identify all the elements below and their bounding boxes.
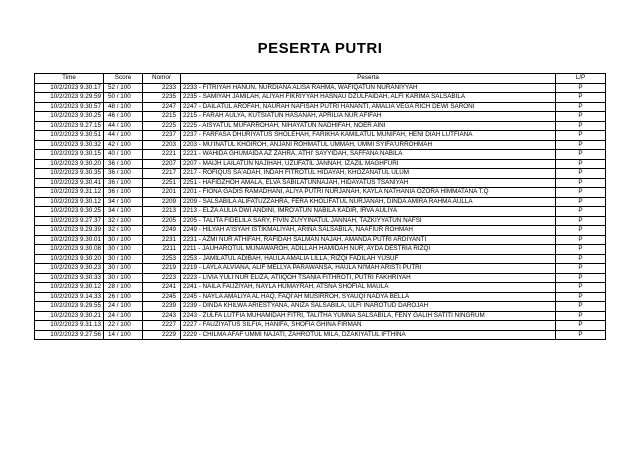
table-cell-lp: P	[556, 330, 606, 340]
table-cell-score: 42 / 100	[104, 140, 143, 150]
table-cell-lp: P	[556, 311, 606, 321]
table-cell-peserta: 2235 - SAMIYAH JAMILAH, ALIYAH FIKRIYYAH HASNAU DZULFAIDAH, ALFI KARIMA SALSABILA	[181, 93, 556, 103]
table-cell-score: 50 / 100	[104, 93, 143, 103]
table-cell-time: 10/2/2023 9.31.13	[35, 321, 104, 331]
table-cell-nomor: 2253	[143, 254, 181, 264]
table-cell-score: 24 / 100	[104, 302, 143, 312]
column-header-lp: L/P	[556, 74, 606, 84]
table-cell-time: 10/2/2023 9.30.57	[35, 102, 104, 112]
table-cell-nomor: 2215	[143, 112, 181, 122]
table-cell-score: 40 / 100	[104, 150, 143, 160]
table-cell-time: 10/2/2023 9.29.39	[35, 226, 104, 236]
table-row	[35, 102, 606, 112]
table-cell-peserta: 2231 - AZMI NUR ATHIFAH, RAFIDAH SALMAN NAJAH, AMANDA PUTRI ARDIYANTI	[181, 235, 556, 245]
table-cell-score: 44 / 100	[104, 131, 143, 141]
table-cell-peserta: 2205 - TALITA FIDELILA SARY, FIVIN ZUYYINATUL JANNAH, TAZKIYYATUN NAFSI	[181, 216, 556, 226]
table-cell-lp: P	[556, 140, 606, 150]
table-cell-time: 10/2/2023 9.30.25	[35, 207, 104, 217]
table-cell-peserta: 2225 - AISYATUL MUFARROHAH, NIHAYATUN NADHIFAH, NOER AINI	[181, 121, 556, 131]
table-cell-time: 10/2/2023 9.30.12	[35, 197, 104, 207]
table-cell-nomor: 2209	[143, 197, 181, 207]
table-cell-score: 30 / 100	[104, 245, 143, 255]
table-cell-nomor: 2205	[143, 216, 181, 226]
table-row	[35, 150, 606, 160]
table-row	[35, 245, 606, 255]
participants-table	[34, 73, 606, 340]
table-cell-score: 30 / 100	[104, 254, 143, 264]
table-cell-lp: P	[556, 112, 606, 122]
table-cell-nomor: 2221	[143, 150, 181, 160]
table-cell-lp: P	[556, 188, 606, 198]
table-cell-nomor: 2227	[143, 321, 181, 331]
table-cell-score: 36 / 100	[104, 178, 143, 188]
table-cell-peserta: 2217 - ROFIQUS SA'ADAH, INDAH FITROTUL HIDAYAH, KHOZANATUL ULUM	[181, 169, 556, 179]
table-cell-time: 10/2/2023 9.30.41	[35, 178, 104, 188]
table-cell-lp: P	[556, 121, 606, 131]
table-cell-score: 44 / 100	[104, 121, 143, 131]
table-cell-peserta: 2251 - HAFIDZHOH AMALA, ELVA SABILATUNNAJAH, HIDAYATUS TSANIYAH	[181, 178, 556, 188]
table-cell-peserta: 2203 - MU'INATUL KHOIROH, ANJANI ROHMATUL UMMAH, UMMI SYIFA'URROHMAH	[181, 140, 556, 150]
table-cell-nomor: 2239	[143, 302, 181, 312]
table-cell-nomor: 2233	[143, 83, 181, 93]
table-row	[35, 178, 606, 188]
table-cell-score: 36 / 100	[104, 169, 143, 179]
table-cell-nomor: 2235	[143, 93, 181, 103]
table-cell-time: 10/2/2023 9.30.51	[35, 131, 104, 141]
table-cell-score: 30 / 100	[104, 235, 143, 245]
table-cell-nomor: 2237	[143, 131, 181, 141]
table-cell-score: 32 / 100	[104, 216, 143, 226]
table-cell-time: 10/2/2023 9.30.25	[35, 112, 104, 122]
table-cell-peserta: 2237 - FARFASA DHURIYATUS SHOLEHAH, FARIKHA KAMILATUL MUNIFAH, HENI DIAH LUTFIANA	[181, 131, 556, 141]
table-cell-score: 14 / 100	[104, 330, 143, 340]
table-cell-score: 36 / 100	[104, 188, 143, 198]
table-cell-lp: P	[556, 321, 606, 331]
table-cell-score: 34 / 100	[104, 197, 143, 207]
table-cell-peserta: 2201 - FIONA GADIS RAMADHANI, ALIYA PUTRI NURJANAH, KAYLA NATHANIA OZORA HIMMATANA T.Q	[181, 188, 556, 198]
table-row	[35, 207, 606, 217]
table-cell-peserta: 2243 - ZULFA LUTFIA MUHAMIDAH FITRI, TALITHA YUMNA SALSABILA, FENY GALIH SATITI NINGRUM	[181, 311, 556, 321]
table-cell-peserta: 2207 - MAIJH LAILATUN NAJIHAH, UZUFATIL JANNAH, IZAZIL MAGHFURI	[181, 159, 556, 169]
table-row	[35, 283, 606, 293]
table-cell-lp: P	[556, 216, 606, 226]
table-cell-peserta: 2211 - JAUHAROTUL MUNAWAROH, ADILLAH HAMIDAH NUR, AYDA DESTRIA RIZQI	[181, 245, 556, 255]
table-cell-score: 48 / 100	[104, 102, 143, 112]
table-cell-lp: P	[556, 235, 606, 245]
table-cell-peserta: 2239 - DINDA KHILWA ARIESTYANA, ANIZA SALSABILA, ULFI INAROTUD DAROJAH	[181, 302, 556, 312]
table-cell-score: 28 / 100	[104, 283, 143, 293]
table-cell-time: 10/2/2023 9.27.15	[35, 121, 104, 131]
column-header-peserta: Peserta	[181, 74, 556, 84]
table-cell-nomor: 2217	[143, 169, 181, 179]
table-cell-lp: P	[556, 245, 606, 255]
table-cell-nomor: 2251	[143, 178, 181, 188]
table-cell-peserta: 2241 - NAILA FAUZIYAH, NAYLA HUMAYRAH, ATSNA SHOFIAL MAULA	[181, 283, 556, 293]
page-title: PESERTA PUTRI	[257, 40, 383, 57]
table-cell-peserta: 2213 - ELZA AULIA DWI ANDINI, IMRO'ATUN NABILA KADIR, IRVA AULIYA	[181, 207, 556, 217]
table-cell-time: 10/2/2023 9.30.08	[35, 245, 104, 255]
table-cell-score: 46 / 100	[104, 112, 143, 122]
table-row	[35, 226, 606, 236]
table-row	[35, 121, 606, 131]
table-cell-nomor: 2249	[143, 226, 181, 236]
table-cell-score: 22 / 100	[104, 321, 143, 331]
table-cell-time: 10/2/2023 9.30.33	[35, 273, 104, 283]
table-cell-peserta: 2249 - HILYAH A'ISYAH ISTIKMALIYAH, ARINA SALSABILA, NAAFIUR ROHMAH	[181, 226, 556, 236]
table-cell-time: 10/2/2023 9.29.55	[35, 302, 104, 312]
table-cell-nomor: 2225	[143, 121, 181, 131]
table-cell-time: 10/2/2023 9.30.32	[35, 140, 104, 150]
table-cell-nomor: 2231	[143, 235, 181, 245]
table-row	[35, 112, 606, 122]
table-cell-peserta: 2209 - SALSABILA ALIFATUZZAHRA, FERA KHOLIFATUL NURJANAH, DINDA AMIRA RAHMA AULLA	[181, 197, 556, 207]
table-cell-score: 34 / 100	[104, 207, 143, 217]
table-cell-peserta: 2253 - JAMILATUL ADIBAH, HAULA AMALIA LILLA, RIZQI FADILAH YUSUF	[181, 254, 556, 264]
column-header-nomor: Nomor	[143, 74, 181, 84]
table-cell-lp: P	[556, 292, 606, 302]
table-row	[35, 321, 606, 331]
table-row	[35, 330, 606, 340]
table-row	[35, 83, 606, 93]
table-cell-lp: P	[556, 226, 606, 236]
table-row	[35, 93, 606, 103]
table-cell-score: 26 / 100	[104, 292, 143, 302]
table-cell-lp: P	[556, 207, 606, 217]
table-row	[35, 131, 606, 141]
table-cell-nomor: 2241	[143, 283, 181, 293]
table-cell-peserta: 2247 - DAILATUL AROFAH, NAURAH NAFISAH PUTRI HANANTI, AMALIA VEGA RICH DEWI SARONI	[181, 102, 556, 112]
table-cell-time: 10/2/2023 9.30.23	[35, 264, 104, 274]
table-cell-lp: P	[556, 302, 606, 312]
table-cell-nomor: 2207	[143, 159, 181, 169]
table-cell-nomor: 2203	[143, 140, 181, 150]
table-row	[35, 254, 606, 264]
table-cell-peserta: 2233 - FITRIYAH HANUN, NURDIANA ALISA RAHMA, WAFIQATUN NURANIYYAH	[181, 83, 556, 93]
table-cell-lp: P	[556, 169, 606, 179]
table-cell-nomor: 2247	[143, 102, 181, 112]
table-row	[35, 302, 606, 312]
table-row	[35, 311, 606, 321]
table-cell-lp: P	[556, 150, 606, 160]
table-cell-nomor: 2201	[143, 188, 181, 198]
table-cell-peserta: 2215 - FARAH AULYA, KUTSIATUN HASANAH, APRILIA NUR AFIFAH	[181, 112, 556, 122]
table-cell-peserta: 2245 - NAYLA AMALIYA AL HAQ, FAQI'AH MUSIRROH, SYAUQI NADYA BELLA	[181, 292, 556, 302]
table-cell-nomor: 2219	[143, 264, 181, 274]
table-cell-lp: P	[556, 131, 606, 141]
table-cell-time: 10/2/2023 9.27.56	[35, 330, 104, 340]
table-cell-lp: P	[556, 283, 606, 293]
table-cell-lp: P	[556, 102, 606, 112]
table-cell-score: 32 / 100	[104, 226, 143, 236]
table-cell-peserta: 2227 - FAUZIYATUS SILFIA, HANIFA, SHOFIA GHINA FIRMAN	[181, 321, 556, 331]
table-row	[35, 235, 606, 245]
table-cell-peserta: 2223 - LIVIA YULI NUR ELIZA, ATIIQOH TSANIA FITHROTI, PUTRI FAKHRIYAH	[181, 273, 556, 283]
table-row	[35, 264, 606, 274]
table-cell-lp: P	[556, 197, 606, 207]
table-cell-time: 10/2/2023 9.30.20	[35, 159, 104, 169]
table-cell-score: 30 / 100	[104, 264, 143, 274]
table-cell-time: 10/2/2023 9.30.21	[35, 311, 104, 321]
table-row	[35, 273, 606, 283]
table-cell-time: 10/2/2023 9.30.20	[35, 254, 104, 264]
table-cell-nomor: 2223	[143, 273, 181, 283]
table-cell-nomor: 2229	[143, 330, 181, 340]
table-cell-lp: P	[556, 264, 606, 274]
table-row	[35, 188, 606, 198]
table-header-row	[35, 74, 606, 84]
table-cell-time: 10/2/2023 9.30.17	[35, 83, 104, 93]
table-row	[35, 169, 606, 179]
table-cell-lp: P	[556, 178, 606, 188]
table-cell-time: 10/2/2023 9.14.33	[35, 292, 104, 302]
table-cell-lp: P	[556, 83, 606, 93]
table-cell-score: 36 / 100	[104, 159, 143, 169]
table-cell-lp: P	[556, 159, 606, 169]
table-cell-peserta: 2229 - CHILMA AFAF UMMI NAJATI, ZAHROTUL MILA, DZAKIYATUL IFTHINA	[181, 330, 556, 340]
table-row	[35, 292, 606, 302]
table-row	[35, 159, 606, 169]
table-cell-time: 10/2/2023 9.30.12	[35, 283, 104, 293]
table-cell-nomor: 2213	[143, 207, 181, 217]
table-cell-time: 10/2/2023 9.30.01	[35, 235, 104, 245]
table-cell-time: 10/2/2023 9.29.59	[35, 93, 104, 103]
table-cell-score: 30 / 100	[104, 273, 143, 283]
table-body	[35, 83, 606, 340]
table-row	[35, 140, 606, 150]
table-cell-time: 10/2/2023 9.31.12	[35, 188, 104, 198]
table-cell-peserta: 2221 - WAHIDA GHUMAIDA AZ ZAHRA, ATHI' SAYYIDAH, SAFFANA NABILA	[181, 150, 556, 160]
table-cell-lp: P	[556, 254, 606, 264]
table-cell-lp: P	[556, 273, 606, 283]
table-cell-score: 24 / 100	[104, 311, 143, 321]
column-header-score: Score	[104, 74, 143, 84]
table-cell-lp: P	[556, 93, 606, 103]
table-cell-nomor: 2245	[143, 292, 181, 302]
table-row	[35, 197, 606, 207]
table-cell-time: 10/2/2023 9.30.15	[35, 150, 104, 160]
table-row	[35, 216, 606, 226]
table-cell-nomor: 2211	[143, 245, 181, 255]
table-cell-time: 10/2/2023 9.30.35	[35, 169, 104, 179]
table-cell-score: 52 / 100	[104, 83, 143, 93]
column-header-time: Time	[35, 74, 104, 84]
table-cell-nomor: 2243	[143, 311, 181, 321]
table-cell-peserta: 2219 - LAYLA ALVIANA, ALIF MELLYA PARAWANSA, HAULA NI'MAH ARISTI PUTRI	[181, 264, 556, 274]
table-cell-time: 10/2/2023 9.27.37	[35, 216, 104, 226]
